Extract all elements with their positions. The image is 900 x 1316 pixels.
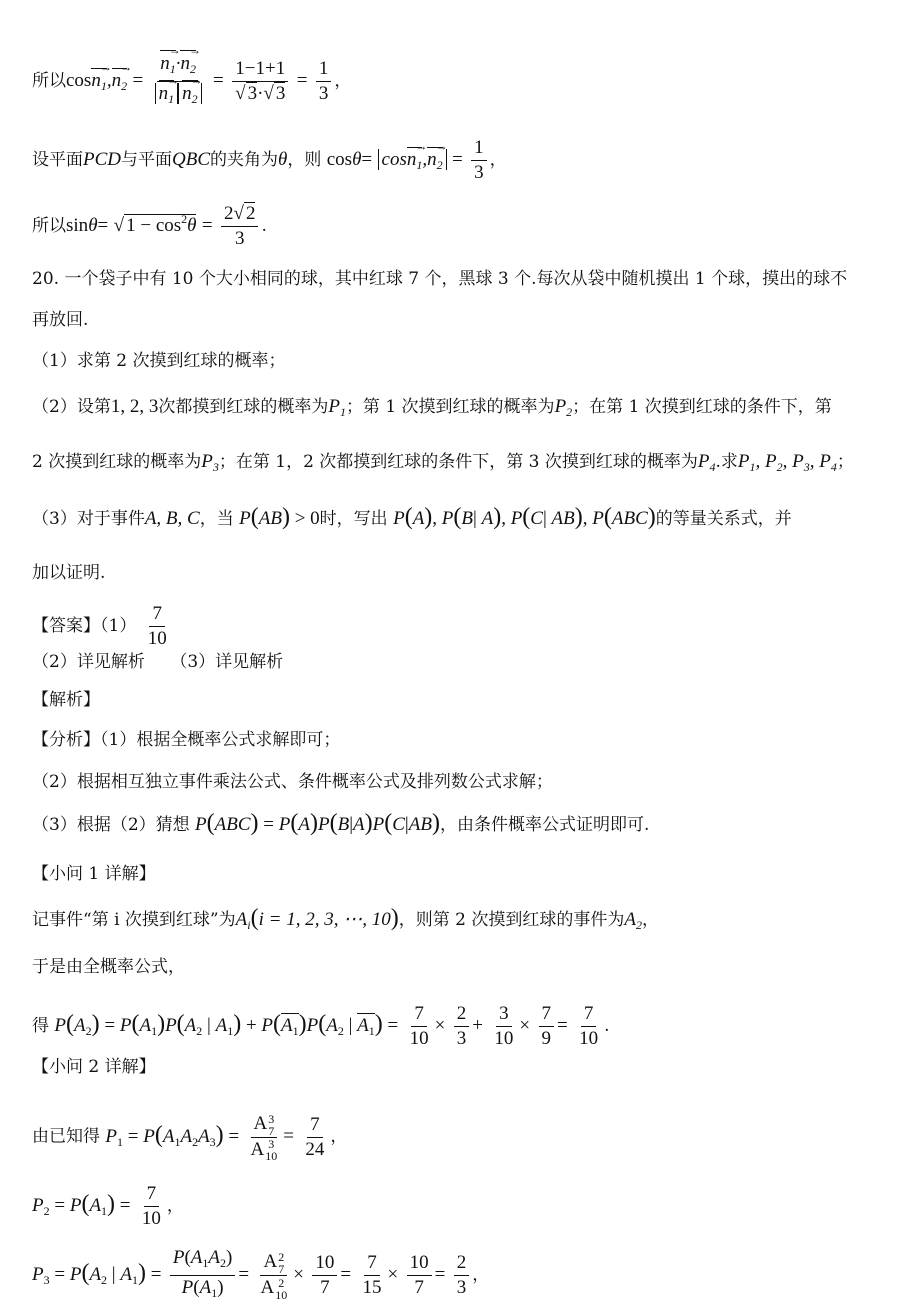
sine-line: 所以sinθ= √ $1 - \cos^2\theta$ = $\frac{2√ 2}{3}$ .	[32, 203, 267, 249]
cos-vector-line: 所以$\cos n_1 \to,n_2$ → = $\frac{n_1 \to\cdot n_2 \to}{n_1 \to n_2}$ → = $\frac{1-1+1}{√ 3\cdot√ 3}$ = $\frac{1}{3}$ ，	[32, 52, 351, 111]
analysis-3: （3）根据（2）猜想 P(ABC) = P(A)P(B|A)P(C|AB)，由条件概率公式证明即可.	[32, 810, 650, 836]
part-3-line1: （3）对于事件A, B, C，当 P(AB) > 0时，写出 P(A), P(B| A), P(C| AB), P(ABC)的等量关系式，并	[32, 504, 792, 530]
analysis-1: 【分析】（1）根据全概率公式求解即可；	[32, 730, 341, 750]
subquestion-2-heading: 【小问 2 详解】	[32, 1057, 156, 1077]
p1-formula: 由已知得 $P_1 = P(A_1A_2A_3)$ = A 3 7 A 3 10 = $\frac{7}{24}$ ，	[32, 1111, 348, 1164]
part-1: （1）求第 2 次摸到红球的概率；	[32, 351, 286, 371]
angle-definition-line: 设平面PCD与平面QBC的夹角为θ，则 $\cos\theta= \cos n_1 \to,n_2$ → = $\frac{1}{3}$ ，	[32, 136, 507, 185]
part-2-line2: 2 次摸到红球的概率为$P_3$；在第 1，2 次都摸到红球的条件下，第 3 次摸到红球的概率为$P_4$.求$P_1$, $P_2$, $P_3$, $P_4$；	[32, 451, 854, 474]
p3-formula: $P_3 = P(A_2$ | $A_1$) = $\frac{P(A_1A_2)}{P(A_1)}$ = A 2 7 A 2 10 × $\frac{10}{7}$ = $\frac{7}{15}$ × $\frac{10}{7}$ = $\frac{2}{3}$ ，	[32, 1247, 490, 1302]
subquestion-1-event: 记事件“第 i 次摸到红球”为$A_i(i = 1$, 2, 3, ⋯, 10)，则第 2 次摸到红球的事件为$A_2$，	[32, 905, 659, 932]
subquestion-1-intro: 于是由全概率公式，	[32, 957, 185, 977]
analysis-heading: 【解析】	[32, 690, 100, 710]
fraction-dot-over-norm: $\frac{n_1 \to\cdot n_2 \to}{n_1 \to n_2}$ →	[152, 52, 205, 111]
fraction-value: $\frac{1-1+1}{√ 3\cdot√ 3}$	[232, 57, 288, 106]
answer-23: （2）详见解析 （3）详见解析	[32, 652, 284, 672]
part-3-line2: 加以证明.	[32, 563, 106, 583]
total-probability-formula: 得 $P(A_2) = P(A_1)P(A_2$ | $A_1) + P(A_1)P(A_2$ | $A_1$) = $\frac{7}{10}$ × $\frac{2}{3}$ + $\frac{3}{10}$ × $\frac{7}{9}$ = $\frac{7}{10}$ .	[32, 1003, 610, 1049]
problem-20-text: 20. 一个袋子中有 10 个大小相同的球，其中红球 7 个，黑球 3 个.每次从袋中随机摸出 1 个球，摸出的球不	[32, 269, 848, 289]
analysis-2: （2）根据相互独立事件乘法公式、条件概率公式及排列数公式求解；	[32, 772, 553, 792]
p2-formula: $P_2 = P(A_1)$ = $\frac{7}{10}$ ，	[32, 1183, 184, 1229]
subquestion-1-heading: 【小问 1 详解】	[32, 864, 156, 884]
answer-line: 【答案】（1） $\frac{7}{10}$	[32, 603, 167, 649]
part-2-line1: （2）设第1, 2, 3次都摸到红球的概率为$P_1$；第 1 次摸到红球的概率为$P_2$；在第 1 次摸到红球的条件下，第	[32, 396, 832, 419]
problem-20-text-cont: 再放回.	[32, 310, 89, 330]
